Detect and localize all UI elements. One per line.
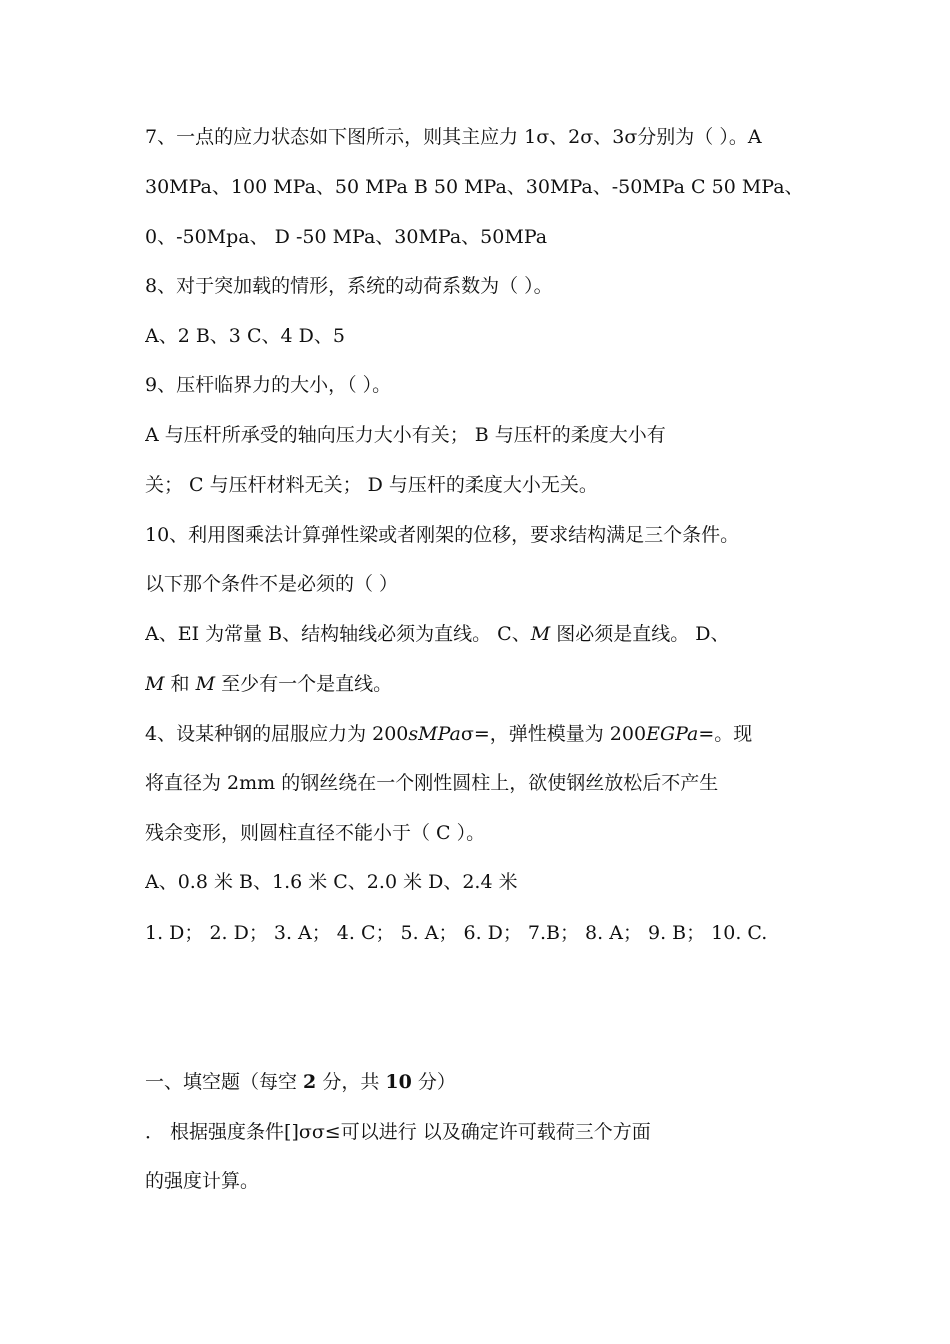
q4-line-1-text-e: =。现 (698, 723, 753, 745)
q10-line-3-text-a: A、EI 为常量 B、结构轴线必须为直线。 C、 (145, 623, 531, 645)
q9-stem: 9、压杆临界力的大小，（ ）。 (145, 374, 392, 396)
q8-stem: 8、对于突加载的情形，系统的动荷系数为（ ）。 (145, 275, 553, 297)
q10-line-4-m1: M (145, 673, 165, 695)
q10-line-4-text-d: 至少有一个是直线。 (215, 673, 393, 695)
q4-line-2: 将直径为 2mm 的钢丝绕在一个刚性圆柱上，欲使钢丝放松后不产生 (145, 772, 719, 794)
q4-line-1 (145, 719, 815, 749)
q4-line-1-egpa: EGPa (646, 723, 699, 745)
q8-options: A、2 B、3 C、4 D、5 (145, 325, 345, 347)
fill-item-line-1: ． 根据强度条件[]σσ≤可以进行 以及确定许可载荷三个方面 (145, 1121, 651, 1143)
q7-line-2: 30MPa、100 MPa、50 MPa B 50 MPa、30MPa、-50MPa C 50 MPa、 (145, 176, 804, 198)
section-heading-points: 2 (303, 1071, 317, 1093)
q10-line-3-text-c: 图必须是直线。 D、 (550, 623, 730, 645)
q4-line-1-text-c: σ=，弹性模量为 200 (460, 723, 647, 745)
q7-line-1: 7、一点的应力状态如下图所示，则其主应力 1σ、2σ、3σ分别为（ ）。A (145, 126, 762, 148)
q10-line-3-m: M (530, 623, 551, 645)
section-heading-e: 分） (411, 1071, 456, 1093)
section-heading-c: 分，共 (316, 1071, 386, 1093)
q10-line-2: 以下那个条件不是必须的（ ） (145, 573, 399, 595)
q4-options: A、0.8 米 B、1.6 米 C、2.0 米 D、2.4 米 (145, 871, 518, 893)
q10-line-4-text-b: 和 (164, 673, 196, 695)
q7-line-3: 0、-50Mpa、 D -50 MPa、30MPa、50MPa (145, 226, 548, 248)
q9-line-2: 关； C 与压杆材料无关； D 与压杆的柔度大小无关。 (145, 474, 598, 496)
section-heading-total: 10 (385, 1071, 412, 1093)
q9-line-1: A 与压杆所承受的轴向压力大小有关； B 与压杆的柔度大小有 (145, 424, 666, 446)
section-heading (145, 1067, 815, 1097)
q10-line-3 (145, 619, 815, 649)
q4-line-1-smpa: sMPa (408, 723, 461, 745)
q4-line-1-text-a: 4、设某种钢的屈服应力为 200 (145, 723, 409, 745)
q10-line-4-m2: M (195, 673, 216, 695)
q10-line-1: 10、利用图乘法计算弹性梁或者刚架的位移，要求结构满足三个条件。 (145, 524, 740, 546)
fill-item-line-2: 的强度计算。 (145, 1170, 260, 1192)
answer-key: 1. D； 2. D； 3. A； 4. C； 5. A； 6. D； 7.B； 8. A； 9. B； 10. C. (145, 922, 768, 944)
q10-line-4 (145, 669, 815, 699)
section-heading-a: 一、填空题（每空 (145, 1071, 304, 1093)
q4-line-3: 残余变形，则圆柱直径不能小于（ C ）。 (145, 822, 486, 844)
